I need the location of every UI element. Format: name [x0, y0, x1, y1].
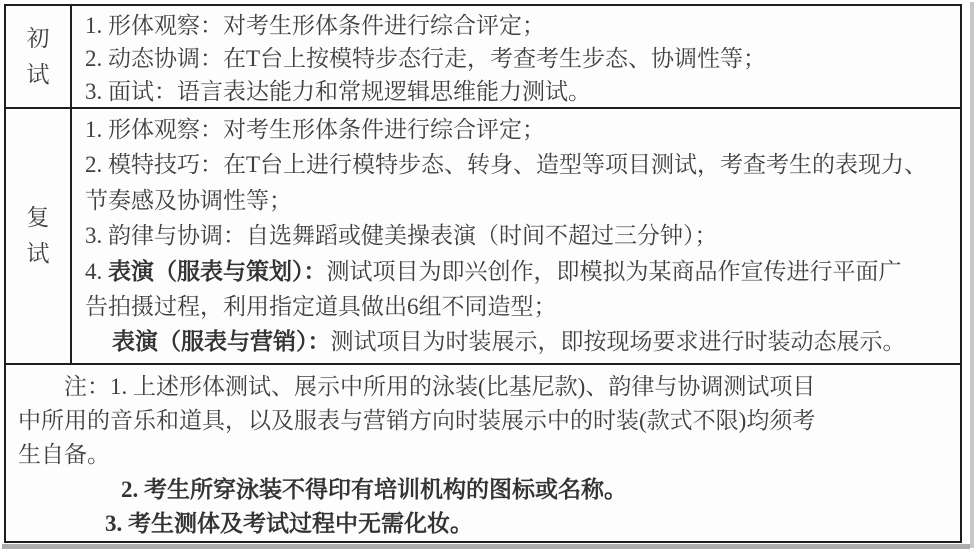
- test-item-text: 2. 模特技巧：在T台上进行模特步态、转身、造型等项目测试，考查考生的表现力、: [85, 152, 928, 178]
- item-number: 4.: [85, 258, 108, 284]
- note-text: 生自备。: [18, 442, 110, 468]
- note-text: 2. 考生所穿泳装不得印有培训机构的图标或名称。: [121, 476, 627, 502]
- note-text: 3. 考生测体及考试过程中无需化妆。: [105, 510, 473, 536]
- test-item-text: 1. 形体观察：对考生形体条件进行综合评定；: [85, 117, 545, 142]
- note-text: 中所用的音乐和道具，以及服表与营销方向时装展示中的时装(款式不限)均须考: [18, 408, 816, 434]
- note-line: [18, 370, 952, 404]
- test-item-text: 告拍摄过程，利用指定道具做出6组不同造型；: [85, 293, 557, 319]
- test-item-emphasis: 表演（服表与策划）：: [108, 258, 327, 284]
- table-row-final: [6, 109, 960, 365]
- row-header-preliminary: [6, 6, 72, 107]
- row-header-label: 复试: [26, 205, 50, 266]
- note-line: [18, 507, 952, 541]
- test-item-emphasis: 表演（服表与营销）：: [112, 329, 331, 355]
- test-item-line: [85, 183, 956, 218]
- notes-section: [6, 365, 960, 541]
- test-item-line: [85, 289, 956, 324]
- test-item-text: 测试项目为即兴创作，即模拟为某商品作宣传进行平面广: [326, 258, 902, 284]
- table-row-preliminary: [6, 6, 960, 109]
- test-item-text: 测试项目为时装展示，即按现场要求进行时装动态展示。: [330, 329, 906, 355]
- test-item-line: [85, 147, 956, 182]
- test-item-text: 3. 韵律与协调：自选舞蹈或健美操表演（时间不超过三分钟）；: [85, 223, 718, 249]
- preliminary-test-items: [72, 6, 960, 107]
- note-line: [18, 473, 952, 507]
- note-line: [18, 438, 952, 472]
- scan-edge-right: [970, 2, 974, 548]
- final-test-items: [72, 109, 960, 363]
- test-item-line: [85, 42, 956, 75]
- test-item-line: [85, 254, 956, 289]
- test-item-text: 2. 动态协调：在T台上按模特步态行走，考查考生步态、协调性等；: [85, 46, 767, 72]
- test-item-line: [85, 324, 956, 359]
- test-item-line: [85, 9, 956, 42]
- test-item-line: [85, 112, 956, 147]
- row-header-final: [6, 109, 72, 363]
- test-item-text: 节奏感及协调性等；: [85, 187, 292, 213]
- test-item-line: [85, 218, 956, 253]
- row-header-label: 初试: [26, 25, 50, 87]
- note-text: 注：1. 上述形体测试、展示中所用的泳装(比基尼款)、韵律与协调测试项目: [64, 374, 816, 399]
- exam-procedure-document: [4, 4, 962, 543]
- scan-edge-bottom: [2, 544, 970, 549]
- note-line: [18, 404, 952, 438]
- test-item-line: [85, 75, 956, 107]
- test-item-text: 1. 形体观察：对考生形体条件进行综合评定；: [85, 13, 545, 38]
- test-item-text: 3. 面试：语言表达能力和常规逻辑思维能力测试。: [85, 79, 591, 105]
